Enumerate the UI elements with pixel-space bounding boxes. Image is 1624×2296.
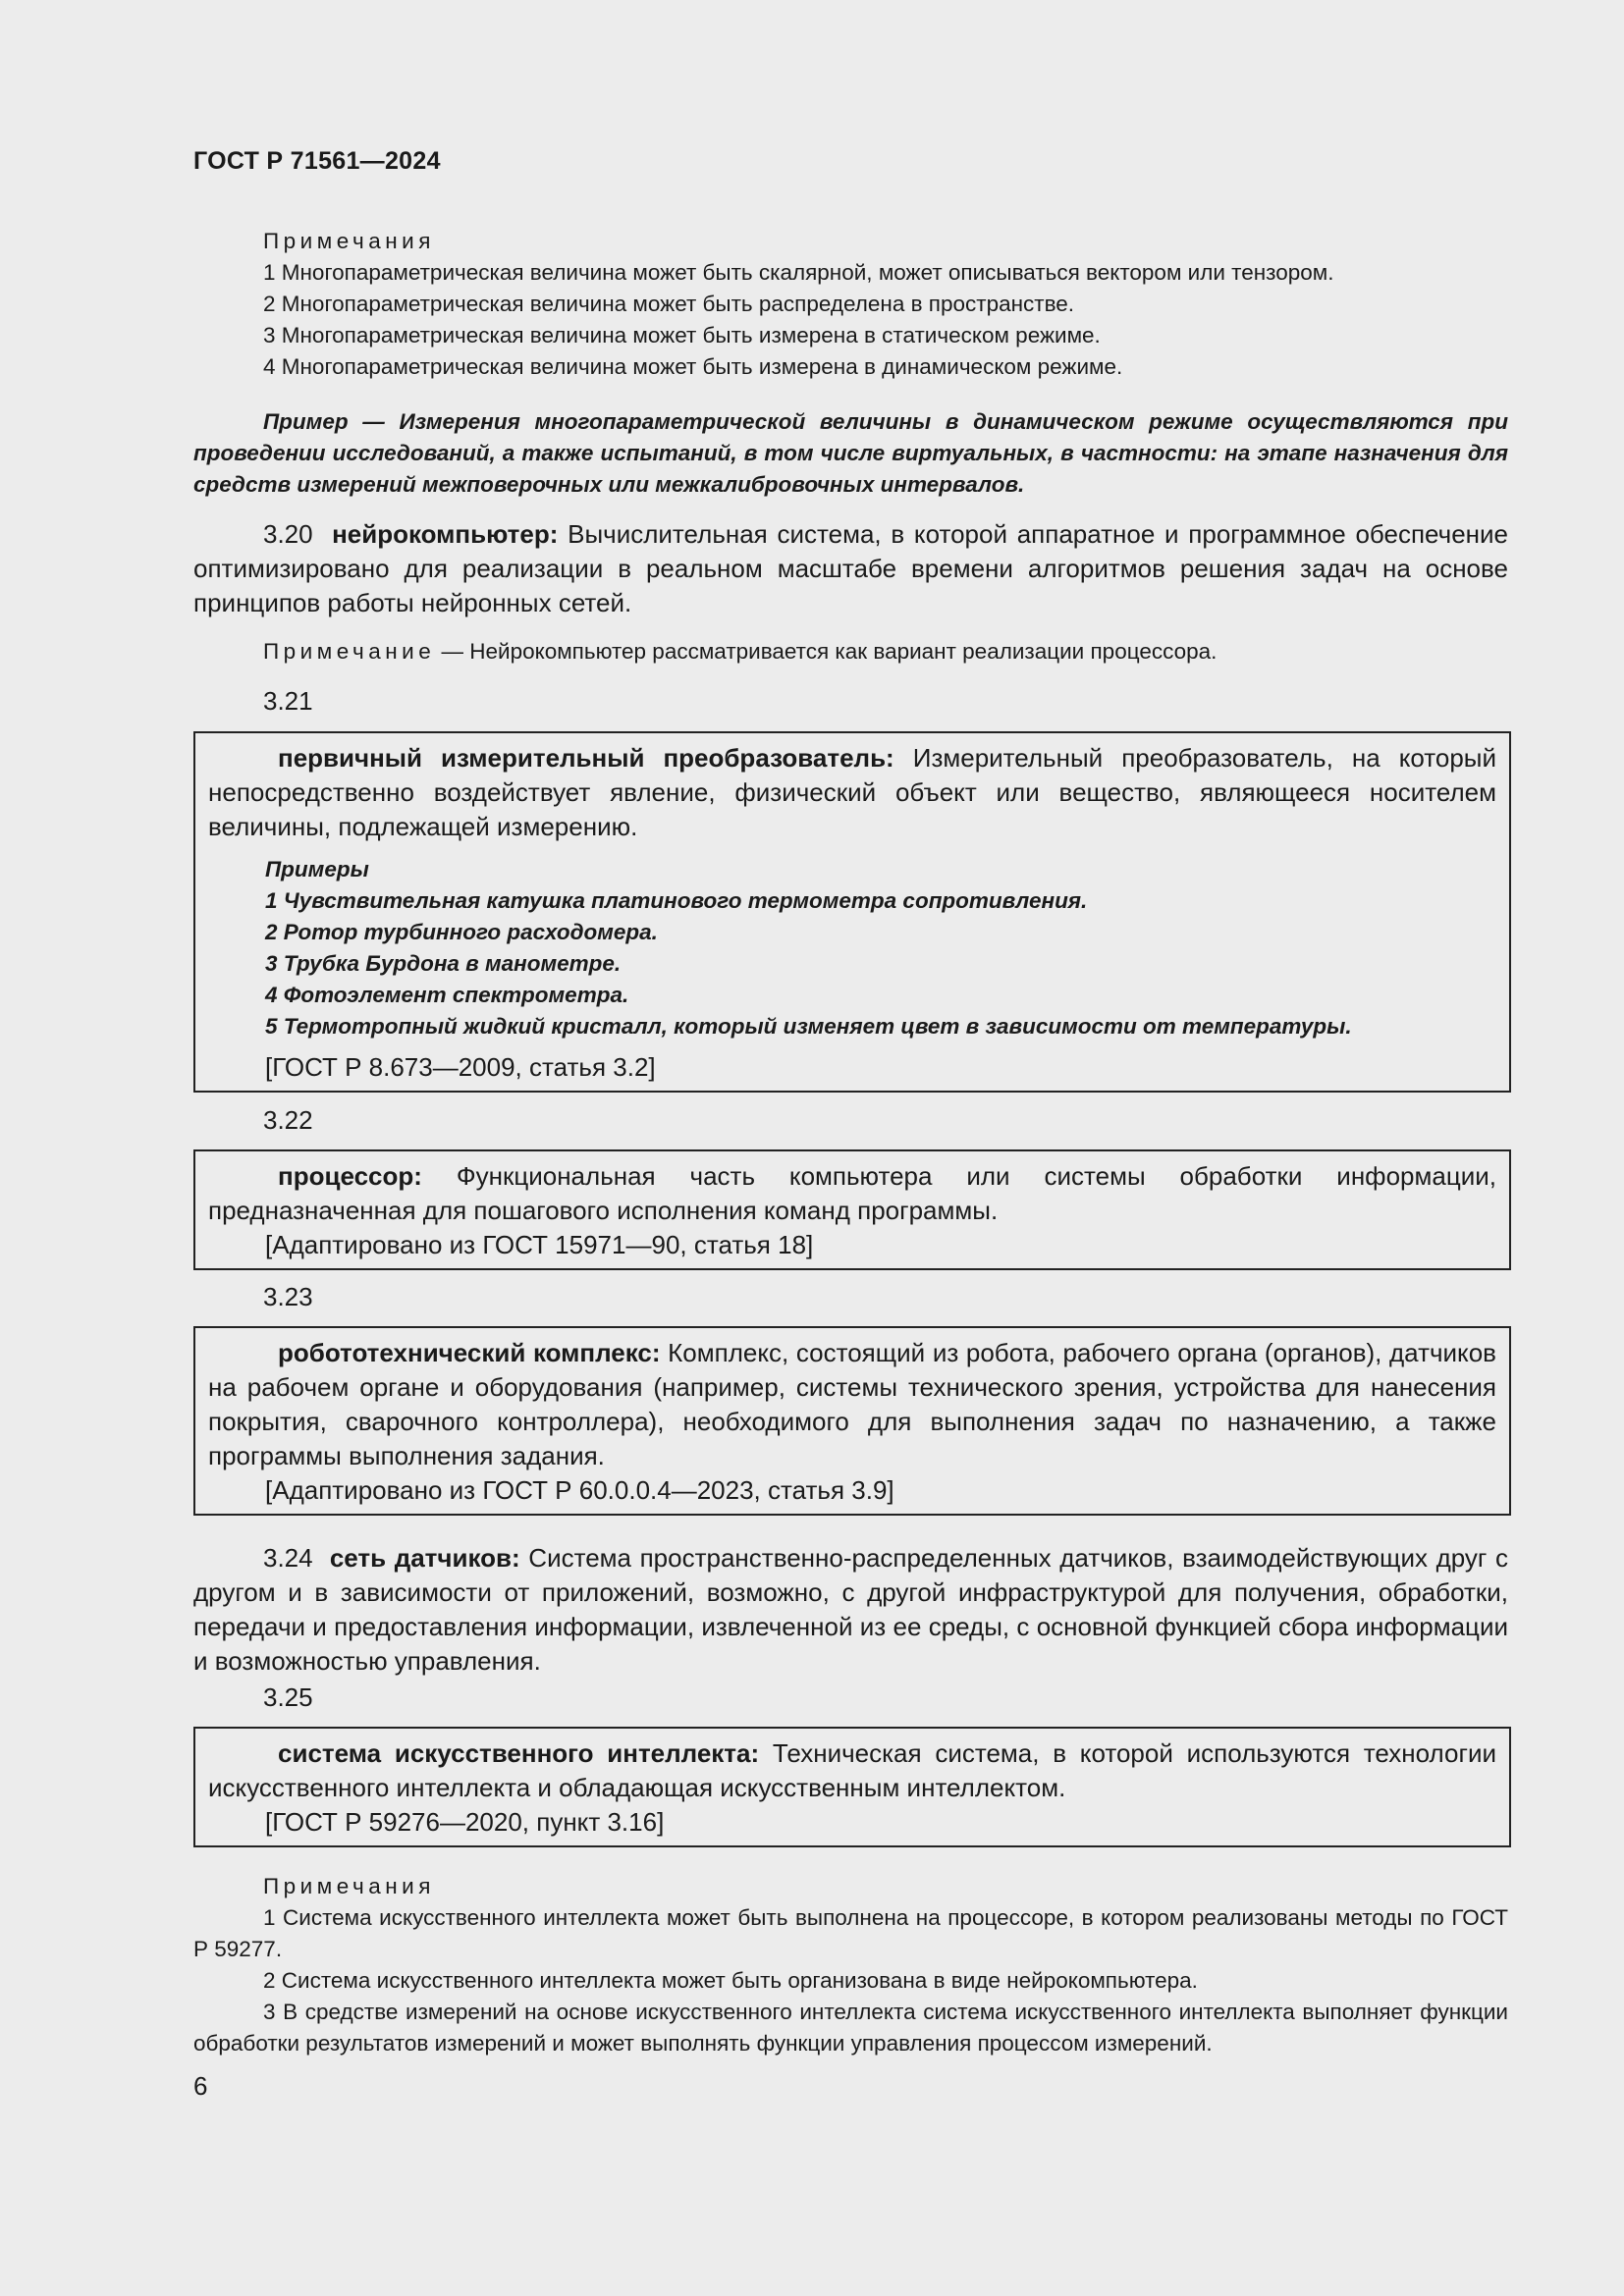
notes-bottom-title: Примечания <box>263 1874 435 1898</box>
definition: Техническая система, в которой используются технологии искусственного интеллекта и обладающая искусственным интеллектом. <box>208 1738 1496 1802</box>
examples-title: Примеры <box>265 857 369 881</box>
entry-number-3-25: 3.25 <box>263 1682 313 1712</box>
example-top: Пример — Измерения многопараметрической величины в динамическом режиме осуществляются при проведении исследований, а также испытаний, в том числе виртуальных, в частности: на этапе назначения для средств измерений межповерочных или межкалибровочных интервалов. <box>193 409 1508 497</box>
notes-top-title: Примечания <box>263 229 435 253</box>
page-number: 6 <box>193 2071 208 2101</box>
term: сеть датчиков: <box>329 1543 520 1573</box>
example-item: 3 Трубка Бурдона в манометре. <box>265 951 622 976</box>
entry-3-24 <box>193 1541 1508 1679</box>
definition-text <box>208 1736 1496 1805</box>
document-header: ГОСТ Р 71561—2024 <box>193 147 441 175</box>
entry-number-3-21: 3.21 <box>263 686 313 716</box>
entry-number: 3.24 <box>263 1543 313 1573</box>
term: первичный измерительный преобразователь: <box>278 743 894 773</box>
example-item: 5 Термотропный жидкий кристалл, который изменяет цвет в зависимости от температуры. <box>265 1014 1352 1039</box>
notes-bottom-item: 3 В средстве измерений на основе искусственного интеллекта система искусственного интеллекта выполняет функции обработки результатов измерений и может выполнять функции управления процессом измерений. <box>193 2000 1508 2056</box>
note-label: Примечание <box>263 639 436 664</box>
definition-text <box>208 741 1496 844</box>
example-item: 2 Ротор турбинного расходомера. <box>265 920 658 944</box>
example-item: 1 Чувствительная катушка платинового термометра сопротивления. <box>265 888 1088 913</box>
entry-3-20-note <box>193 636 1508 667</box>
definition-box-3-21 <box>193 731 1511 1093</box>
example-item: 4 Фотоэлемент спектрометра. <box>265 983 629 1007</box>
source-reference: [Адаптировано из ГОСТ Р 60.0.0.4—2023, статья 3.9] <box>265 1475 894 1505</box>
definition: Комплекс, состоящий из робота, рабочего органа (органов), датчиков на рабочем органе и оборудования (например, системы технического зрения, устройства для нанесения покрытия, сварочного контроллера), необходимого для выполнения задач по назначению, а также программы выполнения задания. <box>208 1338 1496 1470</box>
notes-bottom <box>193 1871 1508 2059</box>
notes-top-item: 1 Многопараметрическая величина может быть скалярной, может описываться вектором или тензором. <box>263 260 1334 285</box>
definition-text <box>208 1336 1496 1473</box>
entry-number-3-23: 3.23 <box>263 1282 313 1311</box>
definition: Система пространственно-распределенных датчиков, взаимодействующих друг с другом и в зависимости от приложений, возможно, с другой инфраструктурой для получения, обработки, передачи и предоставления информации, извлеченной из ее среды, с основной функцией сбора информации и возможностью управления. <box>193 1543 1508 1676</box>
notes-bottom-item: 1 Система искусственного интеллекта может быть выполнена на процессоре, в котором реализованы методы по ГОСТ Р 59277. <box>193 1905 1508 1961</box>
term: процессор: <box>278 1161 422 1191</box>
notes-top-item: 4 Многопараметрическая величина может быть измерена в динамическом режиме. <box>263 354 1123 379</box>
definition-box-3-23 <box>193 1326 1511 1516</box>
source-reference: [Адаптировано из ГОСТ 15971—90, статья 18] <box>265 1230 814 1259</box>
source-reference: [ГОСТ Р 59276—2020, пункт 3.16] <box>265 1807 665 1837</box>
term: нейрокомпьютер: <box>332 519 559 549</box>
note-text: — Нейрокомпьютер рассматривается как вариант реализации процессора. <box>441 639 1218 664</box>
notes-bottom-item: 2 Система искусственного интеллекта может быть организована в виде нейрокомпьютера. <box>263 1968 1198 1993</box>
definition-text <box>208 1159 1496 1228</box>
notes-top-item: 2 Многопараметрическая величина может быть распределена в пространстве. <box>263 292 1075 316</box>
definition-box-3-25 <box>193 1727 1511 1847</box>
examples <box>208 854 1496 1042</box>
notes-top <box>193 226 1508 383</box>
entry-number-3-22: 3.22 <box>263 1105 313 1135</box>
definition: Измерительный преобразователь, на который непосредственно воздействует явление, физический объект или вещество, являющееся носителем величины, подлежащей измерению. <box>208 743 1496 841</box>
notes-top-item: 3 Многопараметрическая величина может быть измерена в статическом режиме. <box>263 323 1101 347</box>
source-reference: [ГОСТ Р 8.673—2009, статья 3.2] <box>265 1052 656 1082</box>
definition: Вычислительная система, в которой аппаратное и программное обеспечение оптимизировано для реализации в реальном масштабе времени алгоритмов решения задач на основе принципов работы нейронных сетей. <box>193 519 1508 617</box>
definition-box-3-22 <box>193 1149 1511 1270</box>
definition: Функциональная часть компьютера или системы обработки информации, предназначенная для пошагового исполнения команд программы. <box>208 1161 1496 1225</box>
term: система искусственного интеллекта: <box>278 1738 760 1768</box>
entry-3-20 <box>193 517 1508 620</box>
entry-number: 3.20 <box>263 519 313 549</box>
term: робототехнический комплекс: <box>278 1338 661 1367</box>
